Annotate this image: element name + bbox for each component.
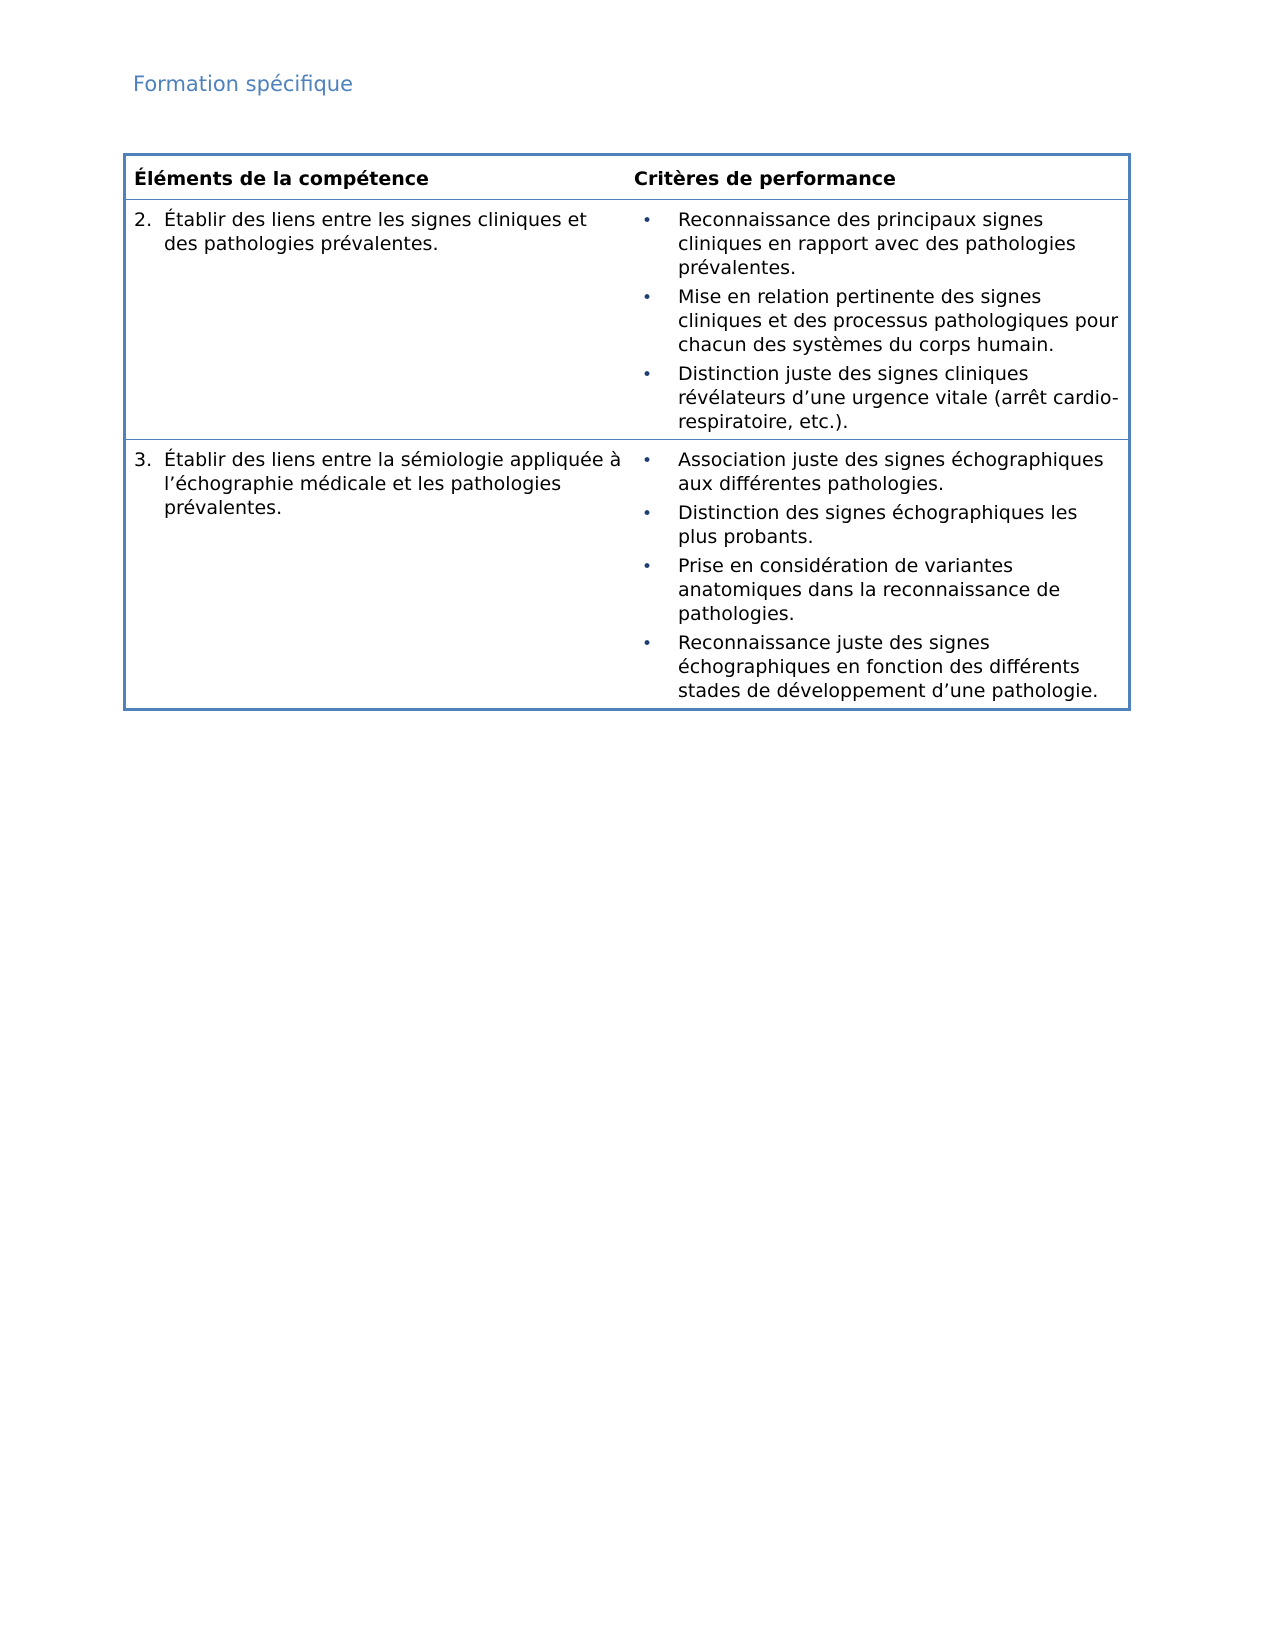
competence-table (123, 153, 1131, 711)
criteria-item (634, 208, 1120, 280)
criteria-item (634, 631, 1120, 703)
criteria-text: Mise en relation pertinente des signes cliniques et des processus pathologiques pour chacun des systèmes du corps humain. (678, 286, 1119, 356)
element-number: 2. (134, 209, 153, 231)
criteria-list (634, 448, 1120, 703)
criteria-text: Distinction juste des signes cliniques révélateurs d’une urgence vitale (arrêt cardio-respiratoire, etc.). (678, 363, 1119, 433)
section-header: Formation spécifique (133, 72, 354, 96)
element-text: Établir des liens entre les signes cliniques et des pathologies prévalentes. (164, 209, 587, 255)
criteria-text: Reconnaissance juste des signes échographiques en fonction des différents stades de développement d’une pathologie. (678, 632, 1099, 702)
criteria-item (634, 448, 1120, 496)
element-cell (126, 208, 628, 434)
element-cell (126, 448, 628, 703)
criteria-list (634, 208, 1120, 434)
element-item (134, 448, 622, 520)
criteria-text: Prise en considération de variantes anatomiques dans la reconnaissance de pathologies. (678, 555, 1061, 625)
table-header-row (126, 156, 1128, 199)
criteria-text: Reconnaissance des principaux signes cliniques en rapport avec des pathologies prévalentes. (678, 209, 1076, 279)
criteria-item (634, 501, 1120, 549)
criteria-text: Association juste des signes échographiques aux différentes pathologies. (678, 449, 1104, 495)
criteria-item (634, 362, 1120, 434)
criteria-cell (628, 208, 1128, 434)
bullet-icon (634, 501, 678, 549)
bullet-icon (634, 208, 678, 280)
element-item (134, 208, 622, 256)
bullet-icon (634, 362, 678, 434)
bullet-icon (634, 285, 678, 357)
criteria-item (634, 285, 1120, 357)
criteria-item (634, 554, 1120, 626)
bullet-icon (634, 631, 678, 703)
criteria-text: Distinction des signes échographiques les plus probants. (678, 502, 1078, 548)
element-number: 3. (134, 449, 153, 471)
table-row (126, 199, 1128, 439)
column-header-criteria: Critères de performance (634, 167, 896, 190)
criteria-cell (628, 448, 1128, 703)
table-row (126, 439, 1128, 708)
bullet-icon (634, 554, 678, 626)
element-text: Établir des liens entre la sémiologie appliquée à l’échographie médicale et les pathologies prévalentes. (164, 449, 622, 519)
column-header-elements: Éléments de la compétence (134, 167, 429, 190)
bullet-icon (634, 448, 678, 496)
